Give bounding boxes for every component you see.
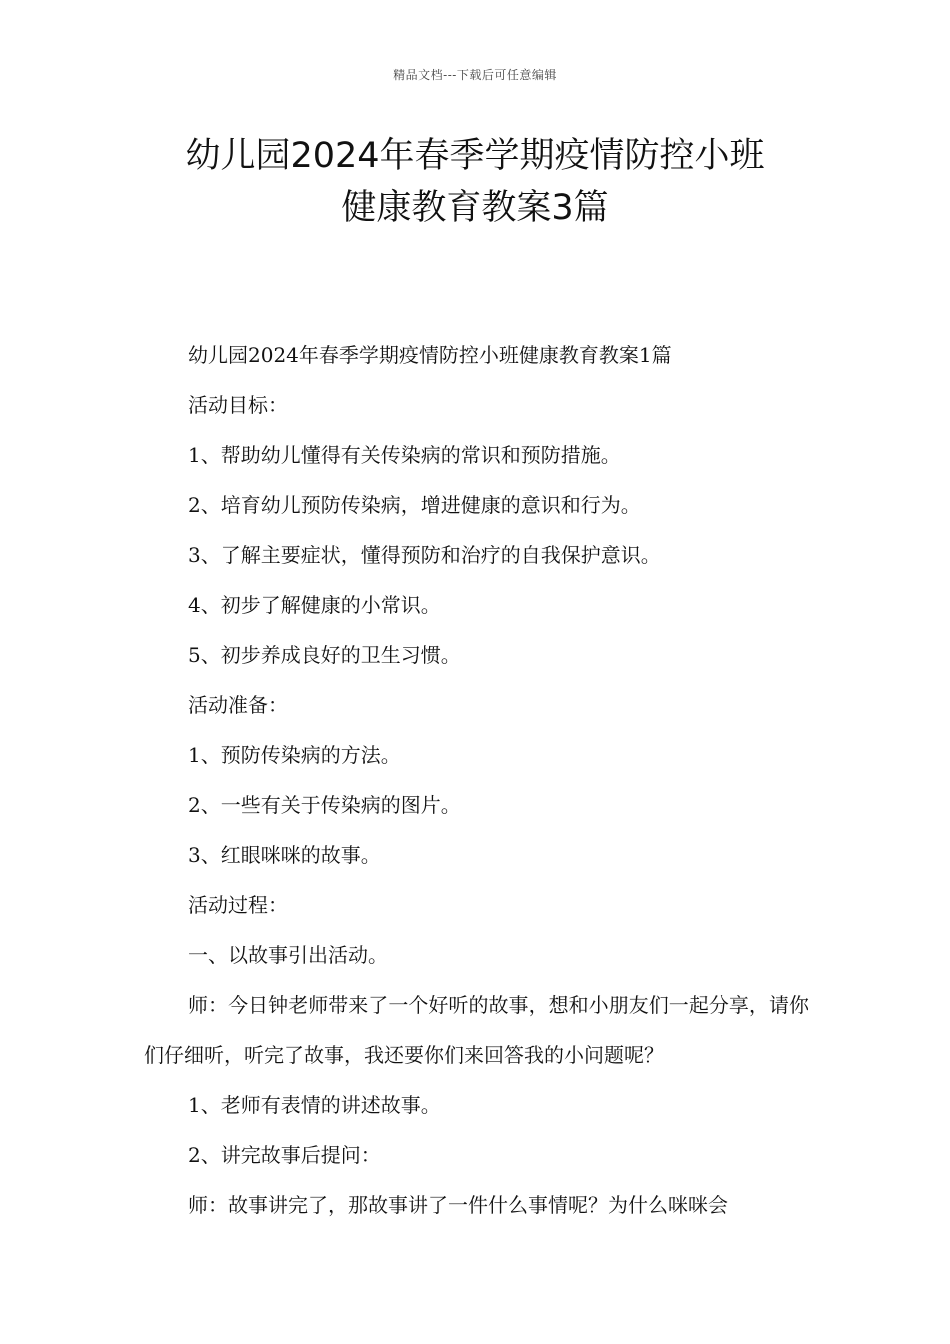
document-body	[144, 330, 809, 1230]
goal-item-5: 5、初步养成良好的卫生习惯。	[188, 643, 461, 667]
teacher-intro-paragraph: 师：今日钟老师带来了一个好听的故事，想和小朋友们一起分享，请你们仔细听，听完了故事，我还要你们来回答我的小问题呢？	[144, 993, 809, 1067]
process-item-2: 2、讲完故事后提问：	[188, 1143, 381, 1167]
title-line-1: 幼儿园2024年春季学期疫情防控小班	[185, 136, 765, 176]
preparation-item-3: 3、红眼咪咪的故事。	[188, 843, 381, 867]
goal-item-4: 4、初步了解健康的小常识。	[188, 593, 441, 617]
activity-goals-heading: 活动目标：	[188, 393, 288, 417]
goal-item-1: 1、帮助幼儿懂得有关传染病的常识和预防措施。	[188, 443, 621, 467]
activity-preparation-heading: 活动准备：	[188, 693, 288, 717]
goal-item-2: 2、培育幼儿预防传染病，增进健康的意识和行为。	[188, 493, 641, 517]
section-heading: 幼儿园2024年春季学期疫情防控小班健康教育教案1篇	[188, 343, 672, 367]
process-item-1: 1、老师有表情的讲述故事。	[188, 1093, 441, 1117]
preparation-item-1: 1、预防传染病的方法。	[188, 743, 401, 767]
teacher-question-paragraph: 师：故事讲完了，那故事讲了一件什么事情呢？为什么咪咪会	[188, 1193, 728, 1217]
goal-item-3: 3、了解主要症状，懂得预防和治疗的自我保护意识。	[188, 543, 661, 567]
activity-process-heading: 活动过程：	[188, 893, 288, 917]
title-line-2: 健康教育教案3篇	[341, 188, 609, 228]
process-step-1: 一、以故事引出活动。	[188, 943, 388, 967]
header-note: 精品文档---下载后可任意编辑	[393, 68, 557, 82]
preparation-item-2: 2、一些有关于传染病的图片。	[188, 793, 461, 817]
document-title	[110, 130, 840, 234]
